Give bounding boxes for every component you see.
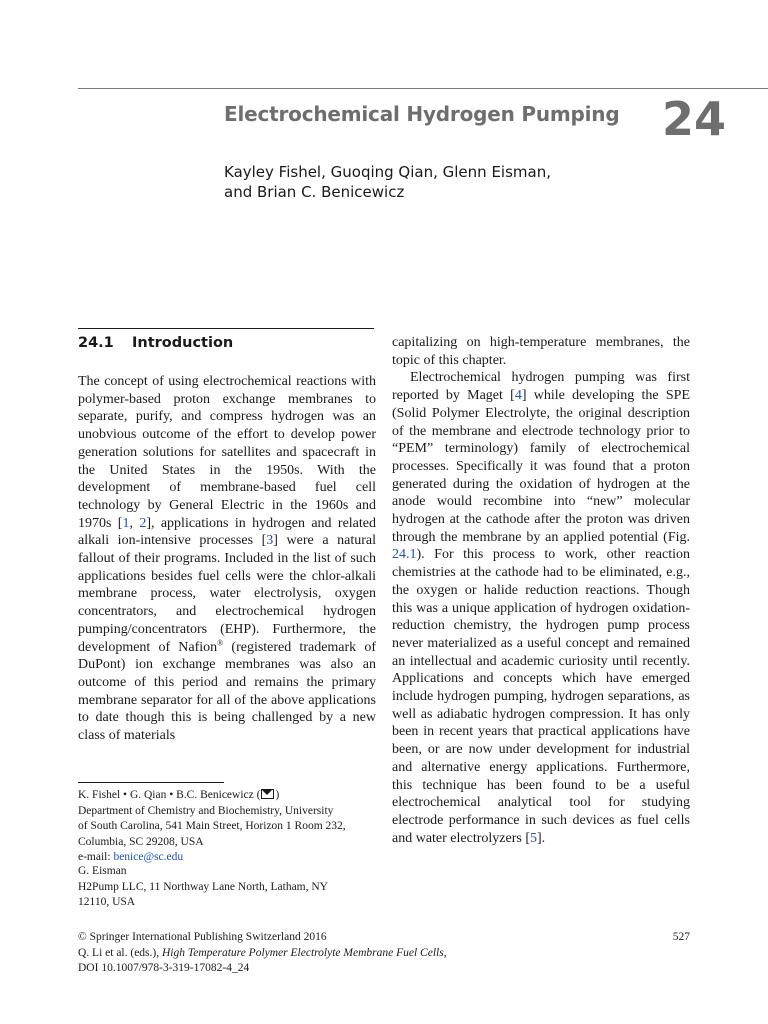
section-number: 24.1	[78, 335, 114, 351]
chapter-number: 24	[662, 92, 727, 146]
affiliation-footnote-2	[78, 864, 378, 911]
text-run: ], applications in hydrogen and related alkali ion-intensive processes [	[78, 515, 376, 549]
book-citation	[78, 946, 690, 962]
doi: DOI 10.1007/978-3-319-17082-4_24	[78, 962, 250, 974]
text-run: Electrochemical hydrogen pumping was first reported by Maget [	[392, 370, 690, 404]
footnote-rule	[78, 782, 224, 783]
text-run: ). For this process to work, other reaction chemistries at the cathode had to be eliminated, e.g., the oxygen or halide reduction reactions. Though this was a unique application of hydrogen oxidation-reduction chemistry, the hydrogen pump process never materialized as a useful concept and remained an intellectual and academic curiosity until recently. Applications and concepts which have emerged include hydrogen pumping, hydrogen separations, as well as adiabatic hydrogen compression. It has only been in recent years that practical applications have been, or are now under development for industrial and alternative energy applications. Furthermore, this technique has been found to be a useful electrochemical analytical tool for studying electrode performance in such devices as fuel cells and water electrolyzers [	[392, 547, 690, 846]
text-run: )	[275, 789, 280, 801]
footnote-line: 12110, USA	[78, 896, 136, 908]
envelope-icon	[261, 789, 274, 799]
citation-link[interactable]: 3	[266, 533, 274, 549]
authors-line-2: and Brian C. Benicewicz	[224, 183, 405, 201]
citation-link[interactable]: 1	[122, 515, 130, 531]
citation-link[interactable]: 5	[529, 830, 537, 846]
footnote-line: Columbia, SC 29208, USA	[78, 835, 204, 848]
section-rule	[78, 328, 374, 329]
copyright: © Springer International Publishing Switzerland 2016	[78, 931, 327, 943]
citation-link[interactable]: 2	[139, 515, 147, 531]
authors-line-1: Kayley Fishel, Guoqing Qian, Glenn Eisman,	[224, 163, 551, 181]
paragraph	[392, 369, 690, 847]
footnote-line: of South Carolina, 541 Main Street, Horizon 1 Room 232,	[78, 820, 346, 832]
footnote-line: H2Pump LLC, 11 Northway Lane North, Latham, NY	[78, 880, 328, 893]
text-run: ] were a natural fallout of their programs. Included in the list of such applications besides fuel cells were the chlor-alkali membrane process, water electrolysis, oxygen concentrators, and electrochemical hydrogen pumping/concentrators (EHP). Furthermore, the development of Nafion	[78, 533, 376, 655]
figure-link[interactable]: 24.1	[392, 547, 417, 563]
left-column	[78, 373, 376, 745]
section-heading	[78, 335, 233, 351]
right-column	[392, 334, 690, 847]
chapter-title: Electrochemical Hydrogen Pumping	[224, 102, 620, 126]
paragraph	[78, 373, 376, 745]
text-run: ].	[536, 830, 546, 846]
paragraph: capitalizing on high-temperature membranes, the topic of this chapter.	[392, 335, 690, 368]
text-run: ,	[129, 515, 140, 531]
text-run: ,	[443, 946, 447, 959]
page-number: 527	[672, 931, 690, 943]
affiliation-footnote-1	[78, 788, 378, 866]
section-title: Introduction	[132, 335, 234, 351]
page-footer	[78, 930, 690, 977]
footnote-author: G. Eisman	[78, 865, 127, 877]
authors	[224, 162, 551, 202]
email-label: e-mail:	[78, 851, 114, 863]
footnote-line: Department of Chemistry and Biochemistry, University	[78, 804, 334, 817]
text-run: (registered trademark of DuPont) ion exchange membranes was also an outcome of this period and remains the primary membrane separator for all of the above applications to date though this is being challenged by a new class of materials	[78, 639, 376, 744]
footnote-authors: K. Fishel • G. Qian • B.C. Benicewicz (	[78, 789, 261, 801]
top-rule	[78, 88, 768, 89]
email-link[interactable]: benice@sc.edu	[113, 851, 184, 863]
text-run: The concept of using electrochemical reactions with polymer-based proton exchange membranes to separate, purify, and compress hydrogen was an unobvious outcome of the effort to develop power generation solutions for satellites and spacecraft in the United States in the 1950s. With the development of membrane-based fuel cell technology by General Electric in the 1960s and 1970s [	[78, 374, 376, 531]
registered-mark: ®	[217, 637, 224, 647]
text-run: Q. Li et al. (eds.),	[78, 946, 162, 959]
book-title: High Temperature Polymer Electrolyte Membrane Fuel Cells	[162, 946, 444, 959]
citation-link[interactable]: 4	[514, 388, 522, 404]
text-run: ] while developing the SPE (Solid Polymer Electrolyte, the original description of the membrane and electrode technology prior to “PEM” terminology) family of electrochemical processes. Specifically it was found that a proton generated during the oxidation of hydrogen at the anode would recombine into “new” molecular hydrogen at the cathode after the proton was driven through the membrane by an applied potential (Fig.	[392, 388, 690, 545]
